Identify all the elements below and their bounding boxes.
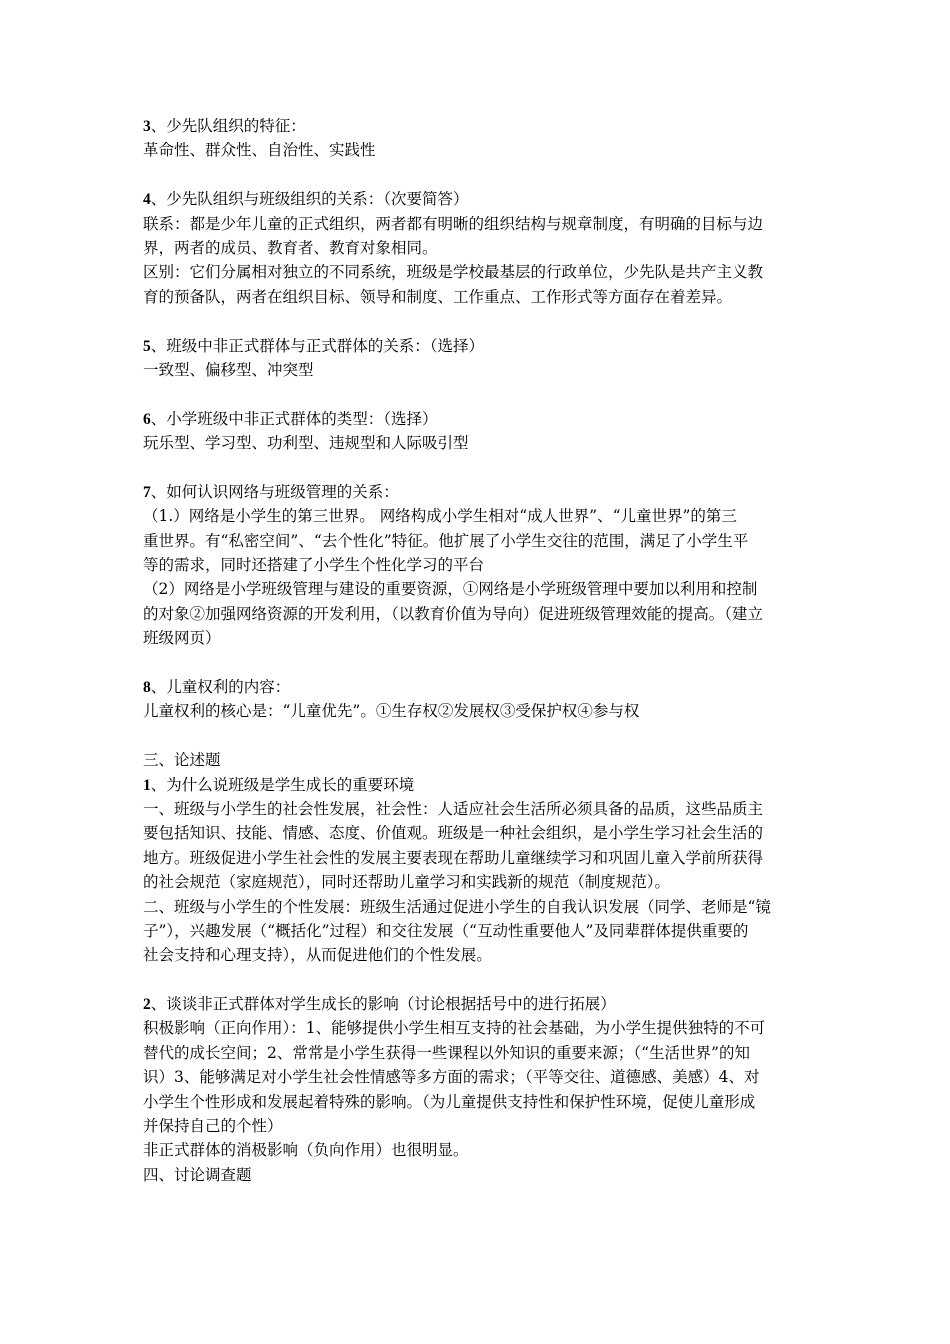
section-7-line: 等的需求，同时还搭建了小学生个性化学习的平台 <box>143 556 485 575</box>
essay-2-line: 小学生个性形成和发展起着特殊的影响。（为儿童提供支持性和保护性环境，促使儿童形成 <box>143 1092 756 1111</box>
spacer <box>143 651 823 675</box>
section-number: 7 <box>143 483 151 501</box>
essay-2-line: 积极影响（正向作用）：1、能够提供小学生相互支持的社会基础，为小学生提供独特的不可 <box>143 1019 766 1038</box>
section-8-line: 儿童权利的核心是：“儿童优先”。①生存权②发展权③受保护权④参与权 <box>143 702 640 721</box>
section-4-line: 育的预备队，两者在组织目标、领导和制度、工作重点、工作形式等方面存在着差异。 <box>143 287 733 306</box>
spacer <box>143 455 823 479</box>
section-8-heading <box>143 675 823 699</box>
spacer <box>143 382 823 406</box>
section-6-heading <box>143 407 823 431</box>
essay-2-line: 非正式群体的消极影响（负向作用）也很明显。 <box>143 1141 469 1160</box>
essay-title: 、为什么说班级是学生成长的重要环境 <box>150 775 415 794</box>
part-4-title: 四、讨论调查题 <box>143 1165 252 1184</box>
spacer <box>143 309 823 333</box>
spacer <box>143 163 823 187</box>
section-title: 、小学班级中非正式群体的类型：（选择） <box>150 409 438 428</box>
section-number: 6 <box>143 410 151 428</box>
section-title: 、班级中非正式群体与正式群体的关系：（选择） <box>150 336 485 355</box>
section-4-line: 区别：它们分属相对独立的不同系统，班级是学校最基层的行政单位，少先队是共产主义教 <box>143 263 764 282</box>
essay-2-line: 并保持自己的个性） <box>143 1117 283 1136</box>
section-7-line: 班级网页） <box>143 629 221 648</box>
essay-2-line: 识）3、能够满足对小学生社会性情感等多方面的需求；（平等交往、道德感、美感）4、对 <box>143 1068 760 1087</box>
section-4-line: 界，两者的成员、教育者、教育对象相同。 <box>143 238 438 257</box>
spacer <box>143 968 823 992</box>
section-7-line: （2）网络是小学班级管理与建设的重要资源，①网络是小学班级管理中要加以利用和控制 <box>143 580 758 599</box>
part-3-title: 三、论述题 <box>143 751 221 770</box>
section-7-heading <box>143 480 823 504</box>
essay-1-line: 的社会规范（家庭规范），同时还帮助儿童学习和实践新的规范（制度规范）。 <box>143 873 671 892</box>
spacer <box>143 724 823 748</box>
section-title: 、少先队组织的特征： <box>150 117 306 135</box>
section-3-heading <box>143 114 823 138</box>
essay-title: 、谈谈非正式群体对学生成长的影响（讨论根据括号中的进行拓展） <box>150 995 616 1014</box>
section-number: 8 <box>143 678 151 696</box>
section-5-line: 一致型、偏移型、冲突型 <box>143 360 314 379</box>
essay-1-line: 社会支持和心理支持），从而促进他们的个性发展。 <box>143 946 492 965</box>
essay-1-heading <box>143 773 823 797</box>
section-3-line: 革命性、群众性、自治性、实践性 <box>143 141 376 160</box>
section-number: 5 <box>143 337 151 355</box>
essay-2-line: 替代的成长空间；2、常常是小学生获得一些课程以外知识的重要来源；（“生活世界”的知 <box>143 1043 750 1062</box>
section-6-line: 玩乐型、学习型、功利型、违规型和人际吸引型 <box>143 434 469 453</box>
section-7-line: 的对象②加强网络资源的开发利用，（以教育价值为导向）促进班级管理效能的提高。（建立 <box>143 604 764 623</box>
section-7-line: （1.）网络是小学生的第三世界。 网络构成小学生相对“成人世界”、“儿童世界”的第三 <box>143 507 737 526</box>
section-title: 、少先队组织与班级组织的关系：（次要简答） <box>150 190 469 209</box>
section-number: 3 <box>143 118 151 135</box>
essay-1-line: 地方。班级促进小学生社会性的发展主要表现在帮助儿童继续学习和巩固儿童入学前所获得 <box>143 848 764 867</box>
section-4-line: 联系：都是少年儿童的正式组织，两者都有明晰的组织结构与规章制度，有明确的目标与边 <box>143 214 764 233</box>
document-page <box>143 114 823 1187</box>
section-title: 、儿童权利的内容： <box>150 677 291 696</box>
essay-number: 2 <box>143 996 151 1014</box>
section-7-line: 重世界。有“私密空间”、“去个性化”特征。他扩展了小学生交往的范围，满足了小学生平 <box>143 531 749 550</box>
section-5-heading <box>143 334 823 358</box>
essay-1-line: 一、班级与小学生的社会性发展，社会性：人适应社会生活所必须具备的品质，这些品质主 <box>143 799 764 818</box>
essay-number: 1 <box>143 776 151 794</box>
section-4-heading <box>143 187 823 211</box>
section-title: 、如何认识网络与班级管理的关系： <box>150 482 399 501</box>
essay-1-line: 子”），兴趣发展（“概括化”过程）和交往发展（“互动性重要他人”及同辈群体提供重要的 <box>143 921 749 940</box>
essay-2-heading <box>143 992 823 1016</box>
section-number: 4 <box>143 191 151 209</box>
essay-1-line: 要包括知识、技能、情感、态度、价值观。班级是一种社会组织，是小学生学习社会生活的 <box>143 824 764 843</box>
essay-1-line: 二、班级与小学生的个性发展：班级生活通过促进小学生的自我认识发展（同学、老师是“镜 <box>143 897 771 916</box>
